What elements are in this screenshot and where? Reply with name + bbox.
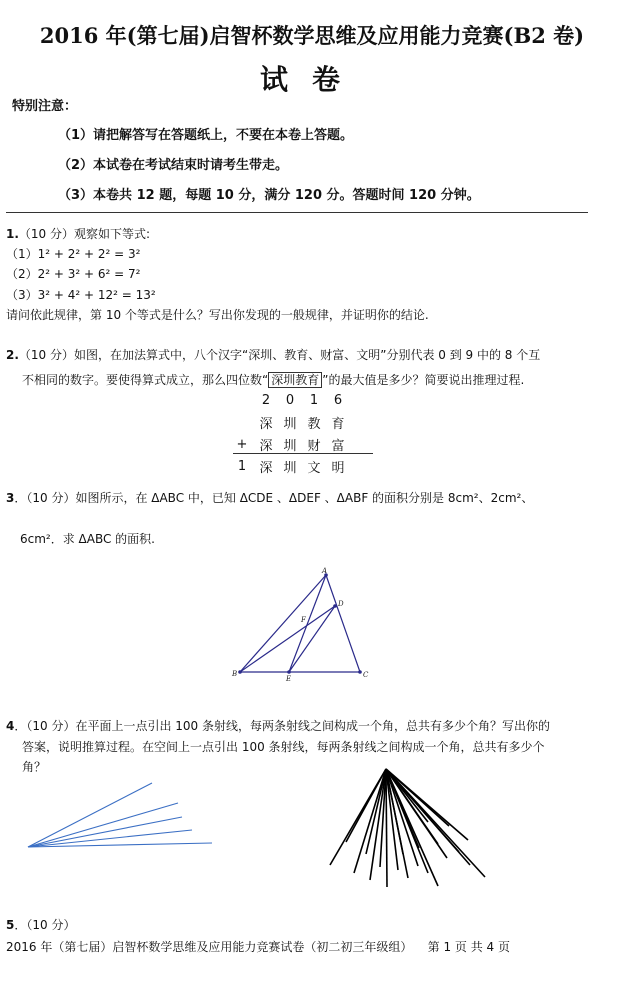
divider bbox=[6, 212, 588, 213]
addition-sum-line bbox=[233, 453, 373, 454]
page-footer bbox=[6, 938, 510, 955]
addition-row: + 深 圳 财 富 bbox=[236, 436, 345, 454]
q1-ask: 请问依此规律，第 10 个等式是什么？写出你发现的一般规律，并证明你的结论. bbox=[6, 308, 429, 322]
q3-line2: 6cm²．求 ΔABC 的面积. bbox=[20, 532, 155, 546]
notice-item: （1）请把解答写在答题纸上，不要在本卷上答题。 bbox=[58, 128, 354, 143]
segment-ed bbox=[289, 606, 335, 672]
notice-item: （2）本试卷在考试结束时请考生带走。 bbox=[58, 158, 289, 173]
page-number: 第 1 页 共 4 页 bbox=[427, 940, 510, 954]
q2-line2: 不相同的数字。要使得算式成立，那么四位数“ 深圳教育 ”的最大值是多少？简要说出推理过程. bbox=[22, 373, 525, 387]
label-a: A bbox=[322, 567, 328, 575]
segment-ae bbox=[289, 575, 326, 672]
label-f: F bbox=[301, 616, 306, 624]
addition-row: 1 深 圳 文 明 bbox=[237, 458, 345, 476]
q3-number: 3 bbox=[6, 491, 15, 505]
footer-title: 2016 年（第七届）启智杯数学思维及应用能力竞赛试卷（初二初三年级组） bbox=[6, 940, 413, 954]
label-e: E bbox=[286, 675, 292, 683]
segment-bd bbox=[240, 606, 335, 672]
q1-number: 1. bbox=[6, 227, 19, 241]
q3-line1: 3．（10 分）如图所示，在 ΔABC 中，已知 ΔCDE 、ΔDEF 、ΔABF 的面积分别是 8cm²、2cm²、 bbox=[6, 491, 534, 505]
q1-eq1: （1）1² + 2² + 2² = 3² bbox=[6, 247, 141, 261]
notice-heading: 特别注意： bbox=[12, 99, 78, 114]
q5-line: 5．（10 分） bbox=[6, 918, 76, 932]
label-d: D bbox=[338, 600, 344, 608]
label-b: B bbox=[232, 670, 238, 678]
q2-number: 2. bbox=[6, 348, 19, 362]
q4-number: 4 bbox=[6, 719, 15, 733]
triangle-diagram bbox=[225, 565, 375, 685]
q4-line3: 角？ bbox=[22, 760, 47, 774]
addition-puzzle bbox=[230, 389, 374, 477]
q2-boxed-number: 深圳教育 bbox=[268, 372, 322, 388]
exam-title: 2016 年(第七届)启智杯数学思维及应用能力竞赛(B2 卷) bbox=[39, 23, 585, 48]
q5-number: 5 bbox=[6, 918, 15, 932]
addition-row: 2 0 1 6 bbox=[261, 392, 343, 408]
label-c: C bbox=[363, 671, 369, 679]
plane-rays-figure bbox=[20, 775, 220, 855]
q2-line1: 2.（10 分）如图，在加法算式中，八个汉字“深圳、教育、财富、文明”分别代表 0 到 9 中的 8 个互 bbox=[6, 348, 541, 362]
space-rays-figure bbox=[320, 762, 500, 902]
side-ac bbox=[326, 575, 360, 672]
q1-eq2: （2）2² + 3² + 6² = 7² bbox=[6, 267, 141, 281]
q4-line1: 4．（10 分）在平面上一点引出 100 条射线，每两条射线之间构成一个角，总共有多少个角？写出你的 bbox=[6, 719, 550, 733]
notice-item: （3）本卷共 12 题，每题 10 分，满分 120 分。答题时间 120 分钟。 bbox=[58, 188, 480, 203]
q1-eq3: （3）3² + 4² + 12² = 13² bbox=[6, 288, 156, 302]
side-ab bbox=[240, 575, 326, 672]
addition-row: 深 圳 教 育 bbox=[259, 416, 345, 432]
q4-line2: 答案，说明推算过程。在空间上一点引出 100 条射线，每两条射线之间构成一个角，总共有多少个 bbox=[22, 740, 545, 754]
q1-lead: 1.（10 分）观察如下等式: bbox=[6, 227, 151, 241]
exam-subtitle: 试卷 bbox=[259, 63, 364, 96]
